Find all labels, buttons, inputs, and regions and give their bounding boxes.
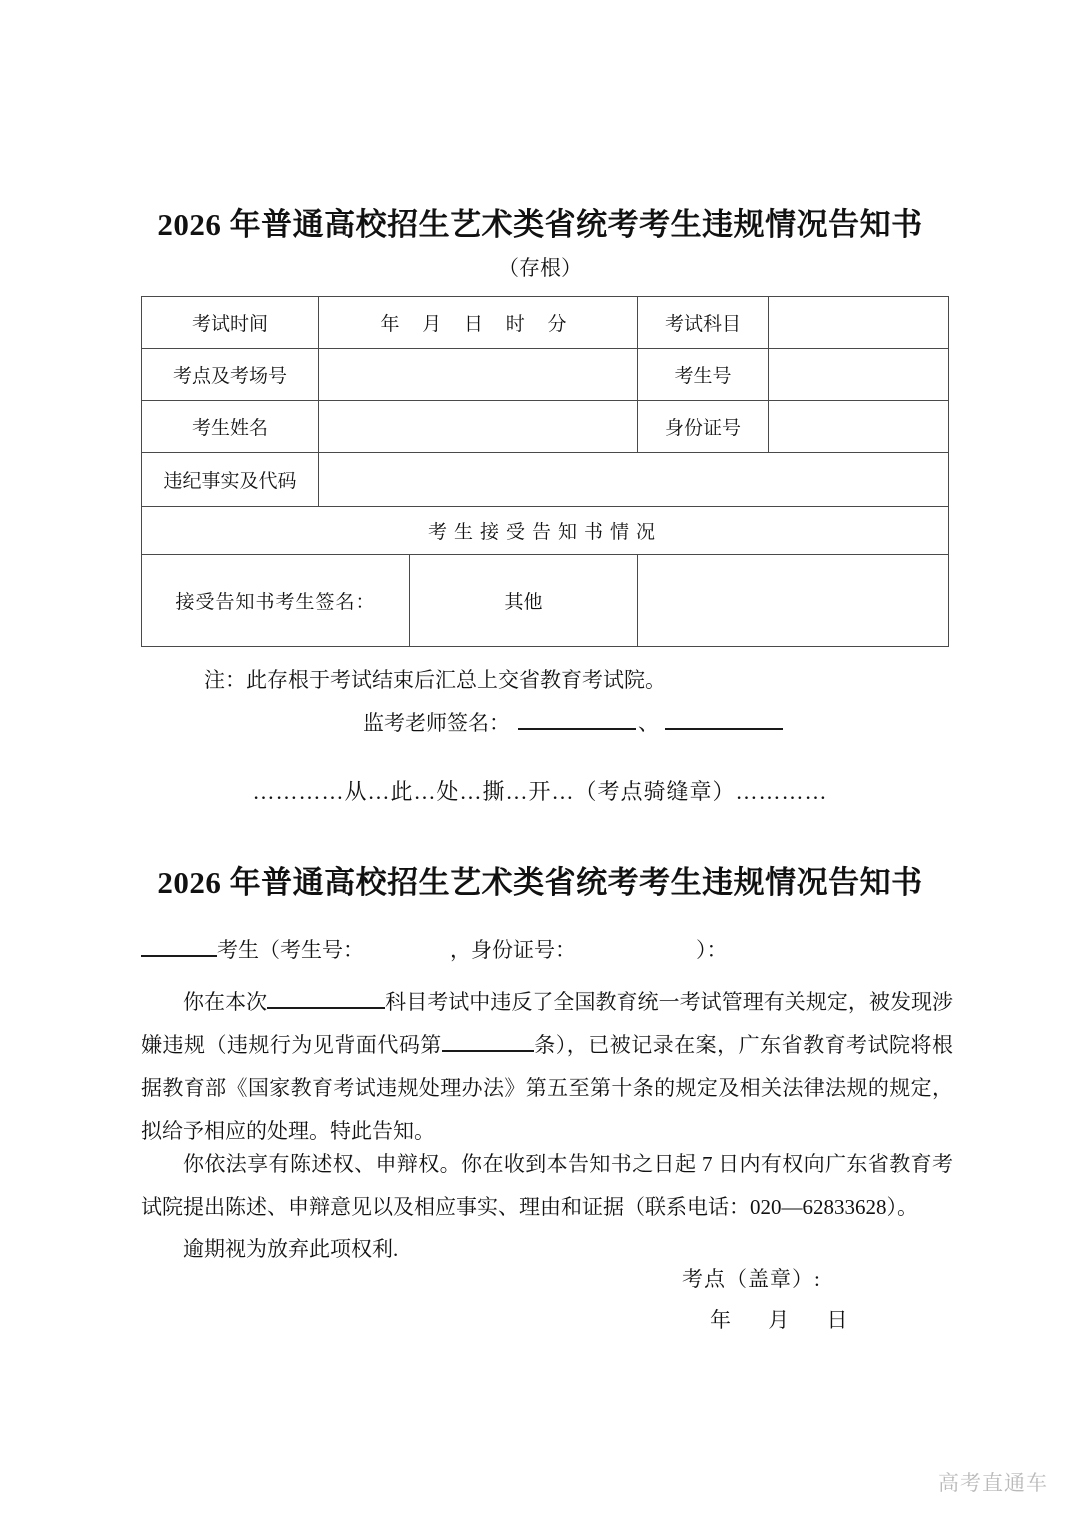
page-title-notice: 2026 年普通高校招生艺术类省统考考生违规情况告知书 [157, 865, 923, 900]
value-other[interactable] [638, 555, 949, 647]
section-header-acceptance: 考生接受告知书情况 [142, 507, 949, 555]
table-row [142, 349, 949, 401]
proctor-signature-separator: 、 [638, 711, 659, 735]
value-candidate-name[interactable] [319, 401, 638, 453]
notice-paragraph-2: 你依法享有陈述权、申辩权。你在收到本告知书之日起 7 日内有权向广东省教育考试院提出陈述、申辩意见以及相应事实、理由和证据（联系电话：020—62833628）。 [141, 1152, 953, 1219]
para1-segment-b: 科目考试中违反了全国教育统一考试管理有关规定，被发现涉嫌违规（违规行为见背面代码第 [141, 990, 954, 1057]
proctor-signature-blank-2[interactable] [665, 708, 783, 730]
table-row [142, 507, 949, 555]
applicant-line-close: ）： [696, 938, 728, 962]
table-row [142, 297, 949, 349]
page-title-stub: 2026 年普通高校招生艺术类省统考考生违规情况告知书 [157, 207, 923, 242]
tear-here-separator: …………从…此…处…撕…开…（考点骑缝章）………… [252, 779, 828, 804]
label-exam-time: 考试时间 [142, 297, 319, 349]
value-exam-time[interactable]: 年 月 日 时 分 [319, 297, 638, 349]
proctor-signature-label: 监考老师签名： [363, 711, 510, 735]
watermark-label: 高考直通车 [938, 1472, 1048, 1495]
notice-paragraph-1 [141, 981, 953, 1153]
label-candidate-signature[interactable]: 接受告知书考生签名： [142, 555, 410, 647]
label-candidate-name: 考生姓名 [142, 401, 319, 453]
value-id-number[interactable] [769, 401, 949, 453]
notice-paragraph-3: 逾期视为放弃此项权利. [183, 1237, 399, 1261]
label-id-number: 身份证号 [638, 401, 769, 453]
label-other: 其他 [410, 555, 638, 647]
label-exam-subject: 考试科目 [638, 297, 769, 349]
label-exam-site-room: 考点及考场号 [142, 349, 319, 401]
applicant-line-prefix: 考生（考生号： [217, 938, 364, 962]
violation-form-table [141, 296, 949, 647]
table-row [142, 401, 949, 453]
exam-site-seal-label: 考点（盖章）: [682, 1267, 821, 1291]
table-row [142, 555, 949, 647]
proctor-signature-blank-1[interactable] [518, 708, 636, 730]
remark-note: 注：此存根于考试结束后汇总上交省教育考试院。 [204, 668, 666, 692]
value-violation-facts-code[interactable] [319, 453, 949, 507]
signature-date-label: 年 月 日 [710, 1308, 864, 1332]
applicant-id-label: ，身份证号： [450, 938, 576, 962]
subject-blank[interactable] [267, 987, 385, 1009]
label-candidate-number: 考生号 [638, 349, 769, 401]
applicant-identity-line [141, 934, 951, 964]
value-exam-site-room[interactable] [319, 349, 638, 401]
value-candidate-number[interactable] [769, 349, 949, 401]
value-exam-subject[interactable] [769, 297, 949, 349]
para1-segment-a: 你在本次 [183, 990, 268, 1014]
article-number-blank[interactable] [442, 1030, 534, 1052]
table-row [142, 453, 949, 507]
applicant-name-blank[interactable] [141, 935, 217, 957]
para1-segment-c: 条），已被记录在案，广东省教育考试院将根据教育部《国家教育考试违规处理办法》第五至第十条的规定及相关法律法规的规定，拟给予相应的处理。特此告知。 [141, 1033, 954, 1143]
label-violation-facts-code: 违纪事实及代码 [142, 453, 319, 507]
proctor-signature-line [363, 707, 785, 737]
subtitle-stub: （存根） [498, 256, 582, 280]
